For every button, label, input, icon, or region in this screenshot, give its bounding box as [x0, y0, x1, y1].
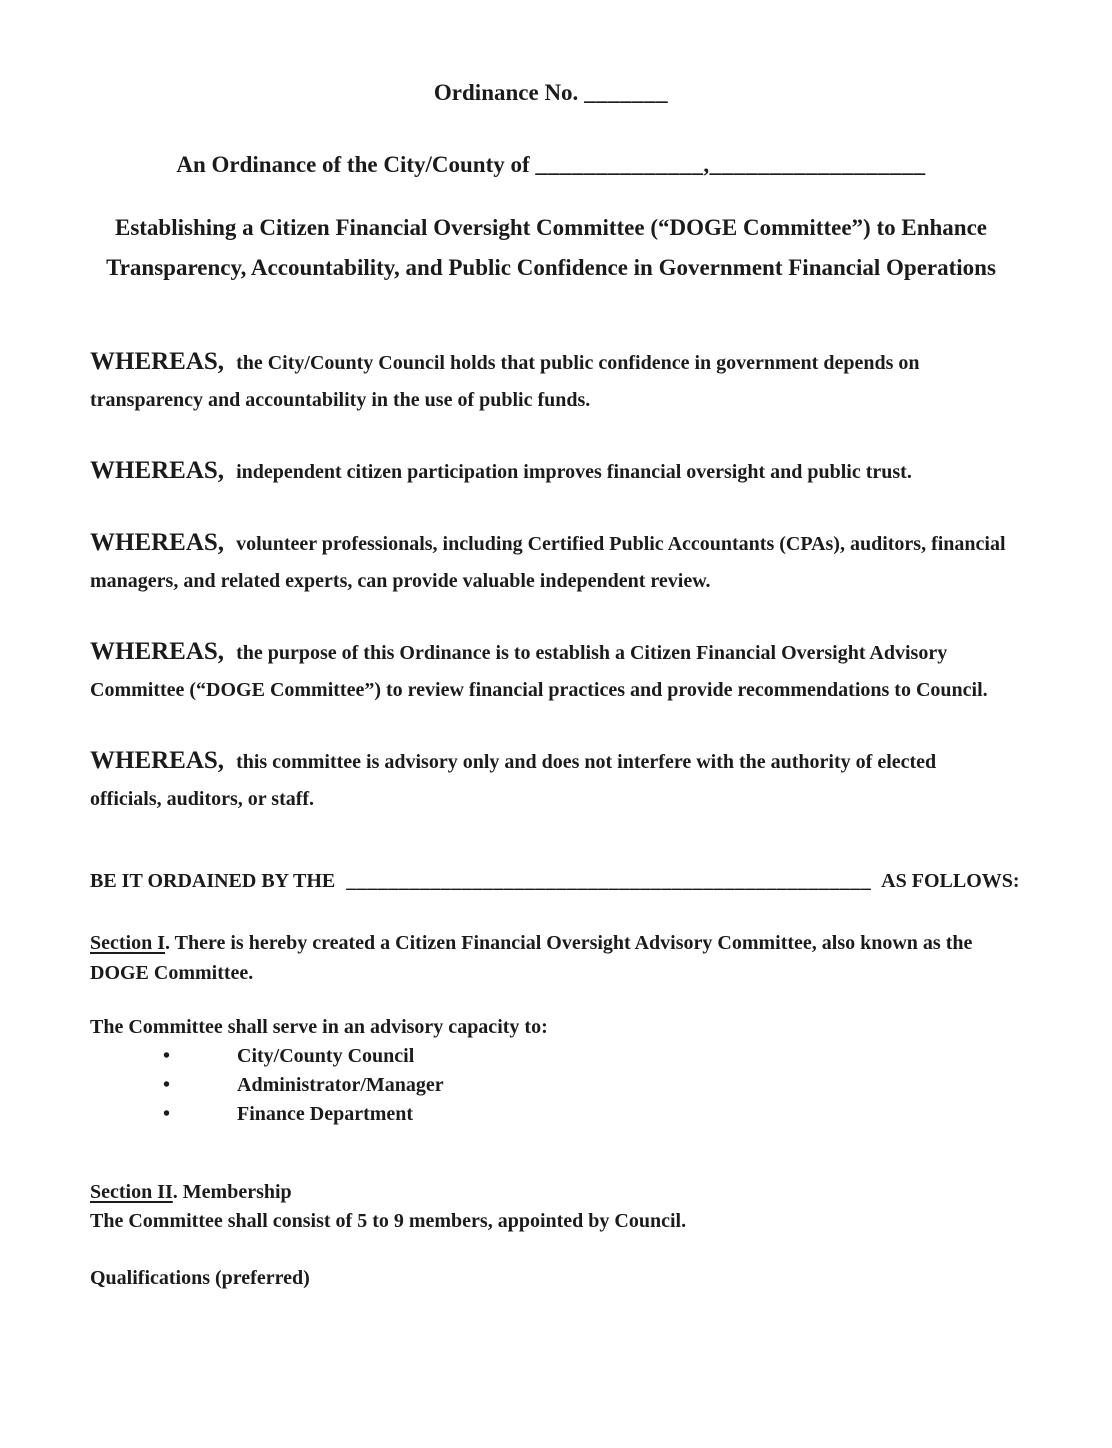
document-title-line-1: Establishing a Citizen Financial Oversight Committee (“DOGE Committee”) to Enhance: [114, 215, 987, 240]
whereas-label: WHEREAS,: [90, 529, 225, 556]
whereas-label: WHEREAS,: [90, 747, 225, 774]
qualifications-heading: Qualifications (preferred): [90, 1267, 310, 1289]
ordinance-number-blank: _______: [584, 80, 669, 105]
ordinance-subtitle: [90, 148, 1012, 182]
whereas-text: independent citizen participation improves financial oversight and public trust.: [236, 461, 912, 483]
document-title-line-2: Transparency, Accountability, and Public Confidence in Government Financial Operations: [106, 255, 996, 280]
whereas-section: [90, 343, 1012, 818]
bullet-icon: •: [163, 1045, 171, 1067]
section-2-block: [90, 1178, 1012, 1236]
city-county-name-blanks: ______________,__________________: [535, 152, 926, 177]
whereas-text: the City/County Council holds that public confidence in government depends on transparency and accountability in the use of public funds.: [90, 352, 920, 411]
whereas-text: this committee is advisory only and does not interfere with the authority of elected officials, auditors, or staff.: [90, 751, 937, 810]
section-2-heading: Section II: [90, 1181, 173, 1203]
ordinance-subtitle-text: An Ordinance of the City/County of: [176, 152, 530, 177]
section-1-heading: Section I: [90, 932, 165, 954]
enacting-prefix: BE IT ORDAINED BY THE: [90, 870, 336, 892]
list-item: [90, 1100, 1012, 1129]
whereas-clause: [90, 343, 1012, 419]
document-title: [90, 208, 1012, 288]
enacting-body-blank: __________________________________________________: [346, 870, 872, 892]
ordinance-number-label: Ordinance No.: [433, 80, 579, 105]
whereas-label: WHEREAS,: [90, 348, 225, 375]
section-2-heading-text: . Membership: [172, 1181, 292, 1203]
list-item: [90, 1071, 1012, 1100]
whereas-clause: [90, 452, 1012, 491]
advisory-bullet-list: [90, 1042, 1012, 1129]
whereas-label: WHEREAS,: [90, 638, 225, 665]
section-2-heading-line: [90, 1178, 1012, 1207]
advisory-intro: The Committee shall serve in an advisory capacity to:: [90, 1016, 548, 1038]
ordinance-number-line: [90, 76, 1012, 110]
section-2-body: The Committee shall consist of 5 to 9 members, appointed by Council.: [90, 1210, 687, 1232]
enacting-clause: [90, 866, 1020, 896]
bullet-item-text: Administrator/Manager: [237, 1074, 444, 1096]
whereas-text: volunteer professionals, including Certified Public Accountants (CPAs), auditors, financial managers, and related experts, can provide valuable independent review.: [90, 533, 1006, 592]
whereas-label: WHEREAS,: [90, 457, 225, 484]
list-item: [90, 1042, 1012, 1071]
bullet-icon: •: [163, 1103, 171, 1125]
section-1-paragraph: [90, 928, 1012, 988]
whereas-clause: [90, 524, 1012, 600]
whereas-text: the purpose of this Ordinance is to establish a Citizen Financial Oversight Advisory Committee (“DOGE Committee”) to review financial practices and provide recommendations to Council.: [90, 642, 988, 701]
enacting-suffix: AS FOLLOWS:: [881, 870, 1020, 892]
bullet-icon: •: [163, 1074, 171, 1096]
bullet-item-text: Finance Department: [237, 1103, 414, 1125]
section-1-text: . There is hereby created a Citizen Financial Oversight Advisory Committee, also known as the DOGE Committee.: [90, 932, 973, 984]
whereas-clause: [90, 742, 1012, 818]
whereas-clause: [90, 633, 1012, 709]
bullet-item-text: City/County Council: [237, 1045, 415, 1067]
